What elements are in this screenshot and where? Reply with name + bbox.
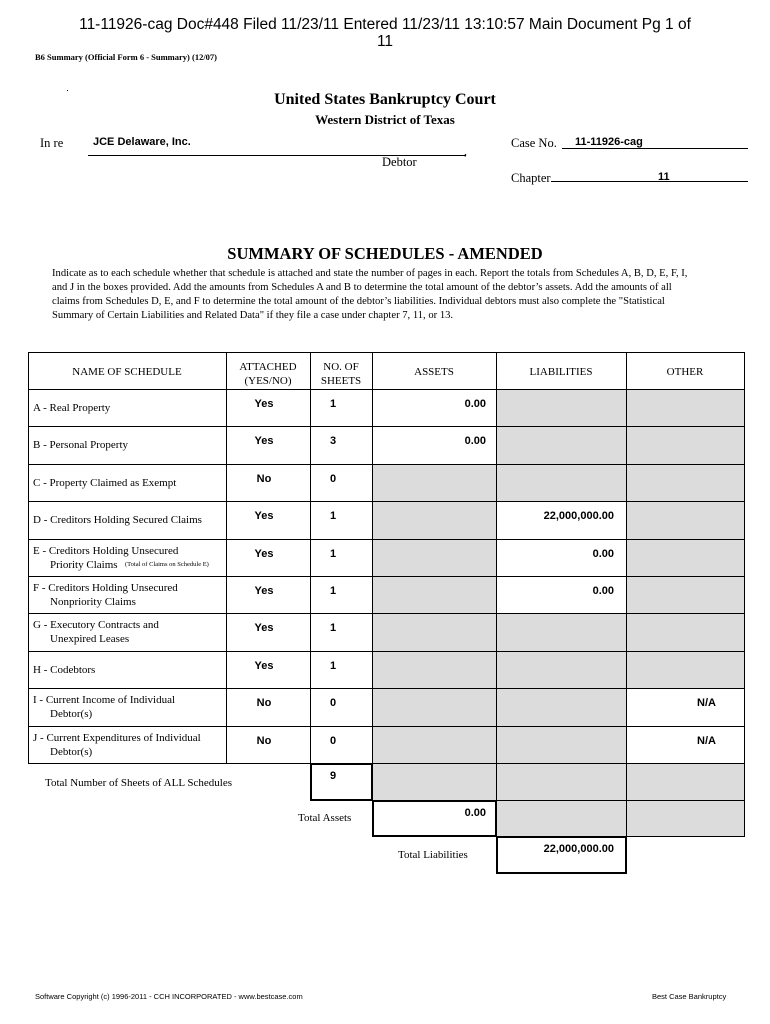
summary-instructions: Indicate as to each schedule whether that schedule is attached and state the number of pages in each. Report the totals from Schedules A, B, D, E, F, I, and J in the boxes provided. Add the amounts from Schedules A and B to determine the total amount of the debtor’s assets. Add the amounts of all claims from Schedules D, E, and F to determine the total amount of the debtor’s liabilities. Individual debtors must also complete the "Statistical Summary of Certain Liabilities and Related Data" if they file a case under chapter 7, 11, or 13. xyxy=(52,268,688,321)
total-sheets-value: 9 xyxy=(329,770,337,782)
row-attached-value: Yes xyxy=(254,398,274,410)
row-assets-cell xyxy=(372,688,497,726)
row-name-line1: J - Current Expenditures of Individual xyxy=(33,731,201,744)
row-other-cell xyxy=(626,539,745,577)
row-liabilities-cell xyxy=(496,613,627,651)
row-liabilities-cell xyxy=(496,426,627,464)
header-sheets-line2: SHEETS xyxy=(320,375,362,387)
row-name-line2: Nonpriority Claims xyxy=(50,596,136,608)
row-liabilities-value: 0.00 xyxy=(592,585,614,597)
row-assets-value: 0.00 xyxy=(464,435,486,448)
row-name-line1: F - Creditors Holding Unsecured xyxy=(33,582,178,594)
row-sheets-value: 0 xyxy=(329,697,337,710)
debtor-name: JCE Delaware, Inc. xyxy=(93,136,191,148)
total-assets-fill-liabilities xyxy=(496,800,627,837)
row-liabilities-cell xyxy=(496,389,627,427)
filing-stamp xyxy=(0,16,770,50)
debtor-label: Debtor xyxy=(382,155,417,169)
row-liabilities-value: 22,000,000.00 xyxy=(543,510,614,523)
footer-brand: Best Case Bankruptcy xyxy=(652,992,727,1001)
header-liabilities: LIABILITIES xyxy=(529,366,593,378)
row-other-cell xyxy=(626,389,745,427)
total-assets-value: 0.00 xyxy=(464,807,486,819)
row-sheets-value: 3 xyxy=(329,435,337,448)
row-other-value: N/A xyxy=(697,734,716,747)
row-name-note: (Total of Claims on Schedule E) xyxy=(125,560,209,568)
header-attached-line1: ATTACHED xyxy=(239,361,297,373)
filing-stamp-line1: 11-11926-cag Doc#448 Filed 11/23/11 Entered 11/23/11 13:10:57 Main Document Pg 1 of xyxy=(79,16,691,33)
total-sheets-box xyxy=(310,763,373,801)
row-liabilities-cell xyxy=(496,464,627,502)
case-number-value: 11-11926-cag xyxy=(575,136,643,148)
row-name-line1: I - Current Income of Individual xyxy=(33,694,176,707)
total-liabilities-box xyxy=(496,836,627,874)
row-name-line2: Priority Claims xyxy=(50,558,118,571)
row-assets-cell xyxy=(372,501,497,539)
row-attached-value: Yes xyxy=(254,547,274,560)
row-name-line1: C - Property Claimed as Exempt xyxy=(33,476,177,489)
row-other-cell xyxy=(626,613,745,651)
header-cell-li xyxy=(496,352,627,390)
row-name-line1: B - Personal Property xyxy=(33,439,129,452)
row-assets-cell xyxy=(372,726,497,764)
total-assets-label: Total Assets xyxy=(298,812,352,824)
header-cell-ot xyxy=(626,352,745,390)
row-liabilities-value: 0.00 xyxy=(592,547,614,560)
row-assets-cell xyxy=(372,651,497,689)
row-attached-value: Yes xyxy=(254,435,274,448)
total-row-fill-other xyxy=(626,763,745,801)
total-sheets-label: Total Number of Sheets of ALL Schedules xyxy=(45,777,233,789)
row-name-line2: Debtor(s) xyxy=(50,745,93,758)
total-liabilities-value: 22,000,000.00 xyxy=(543,843,614,855)
row-attached-value: Yes xyxy=(254,659,274,672)
row-sheets-value: 0 xyxy=(329,734,337,747)
court-name: United States Bankruptcy Court xyxy=(274,91,496,108)
total-liabilities-label: Total Liabilities xyxy=(398,849,468,861)
row-attached-value: Yes xyxy=(254,622,274,635)
row-name-line2: Unexpired Leases xyxy=(50,633,130,646)
row-sheets-value: 0 xyxy=(329,472,337,485)
total-row-fill-assets xyxy=(372,763,497,801)
row-liabilities-cell xyxy=(496,651,627,689)
row-other-cell xyxy=(626,576,745,614)
row-liabilities-cell xyxy=(496,688,627,726)
debtor-comma: , xyxy=(464,144,467,158)
footer-copyright: Software Copyright (c) 1996-2011 - CCH INCORPORATED - www.bestcase.com xyxy=(35,992,303,1001)
row-other-cell xyxy=(626,651,745,689)
case-number-underline xyxy=(562,148,748,149)
total-assets-fill-other xyxy=(626,800,745,837)
chapter-value: 11 xyxy=(658,171,670,183)
header-cell-att xyxy=(226,352,311,390)
row-sheets-value: 1 xyxy=(329,398,337,410)
row-sheets-value: 1 xyxy=(329,659,337,672)
form-id: B6 Summary (Official Form 6 - Summary) (12/07) xyxy=(35,52,218,62)
row-other-value: N/A xyxy=(697,697,716,710)
filing-stamp-line2: 11 xyxy=(376,33,394,50)
row-attached-value: No xyxy=(256,472,272,485)
row-assets-cell xyxy=(372,576,497,614)
row-sheets-value: 1 xyxy=(329,585,337,597)
row-other-cell xyxy=(626,501,745,539)
court-district: Western District of Texas xyxy=(315,112,455,127)
row-assets-cell xyxy=(372,464,497,502)
chapter-label: Chapter xyxy=(511,171,551,185)
row-name-line1: G - Executory Contracts and xyxy=(33,619,159,632)
row-assets-cell xyxy=(372,539,497,577)
row-liabilities-cell xyxy=(496,726,627,764)
row-sheets-value: 1 xyxy=(329,547,337,560)
header-cell-as xyxy=(372,352,497,390)
header-other: OTHER xyxy=(666,366,704,378)
row-name-line1: H - Codebtors xyxy=(33,663,96,676)
chapter-underline xyxy=(551,181,748,182)
header-sheets-line1: NO. OF xyxy=(323,361,359,373)
header-name: NAME OF SCHEDULE xyxy=(72,366,182,378)
header-cell-name xyxy=(28,352,227,390)
summary-title: SUMMARY OF SCHEDULES - AMENDED xyxy=(227,244,543,263)
row-attached-value: No xyxy=(256,697,272,710)
row-attached-value: No xyxy=(256,734,272,747)
row-assets-cell xyxy=(372,613,497,651)
row-name-line2: Debtor(s) xyxy=(50,708,93,721)
in-re-label: In re xyxy=(40,136,64,150)
header-attached-line2: (YES/NO) xyxy=(244,375,292,387)
row-name-line1: A - Real Property xyxy=(33,402,111,414)
row-sheets-value: 1 xyxy=(329,510,337,523)
total-row-fill-liabilities xyxy=(496,763,627,801)
row-assets-value: 0.00 xyxy=(464,398,486,410)
row-name-line1: D - Creditors Holding Secured Claims xyxy=(33,514,202,527)
header-cell-sh xyxy=(310,352,373,390)
header-assets: ASSETS xyxy=(414,366,454,378)
row-other-cell xyxy=(626,464,745,502)
row-sheets-value: 1 xyxy=(329,622,337,635)
row-name-line1: E - Creditors Holding Unsecured xyxy=(33,544,179,557)
case-number-label: Case No. xyxy=(511,136,557,150)
row-attached-value: Yes xyxy=(254,510,274,523)
row-other-cell xyxy=(626,426,745,464)
row-attached-value: Yes xyxy=(254,585,274,597)
